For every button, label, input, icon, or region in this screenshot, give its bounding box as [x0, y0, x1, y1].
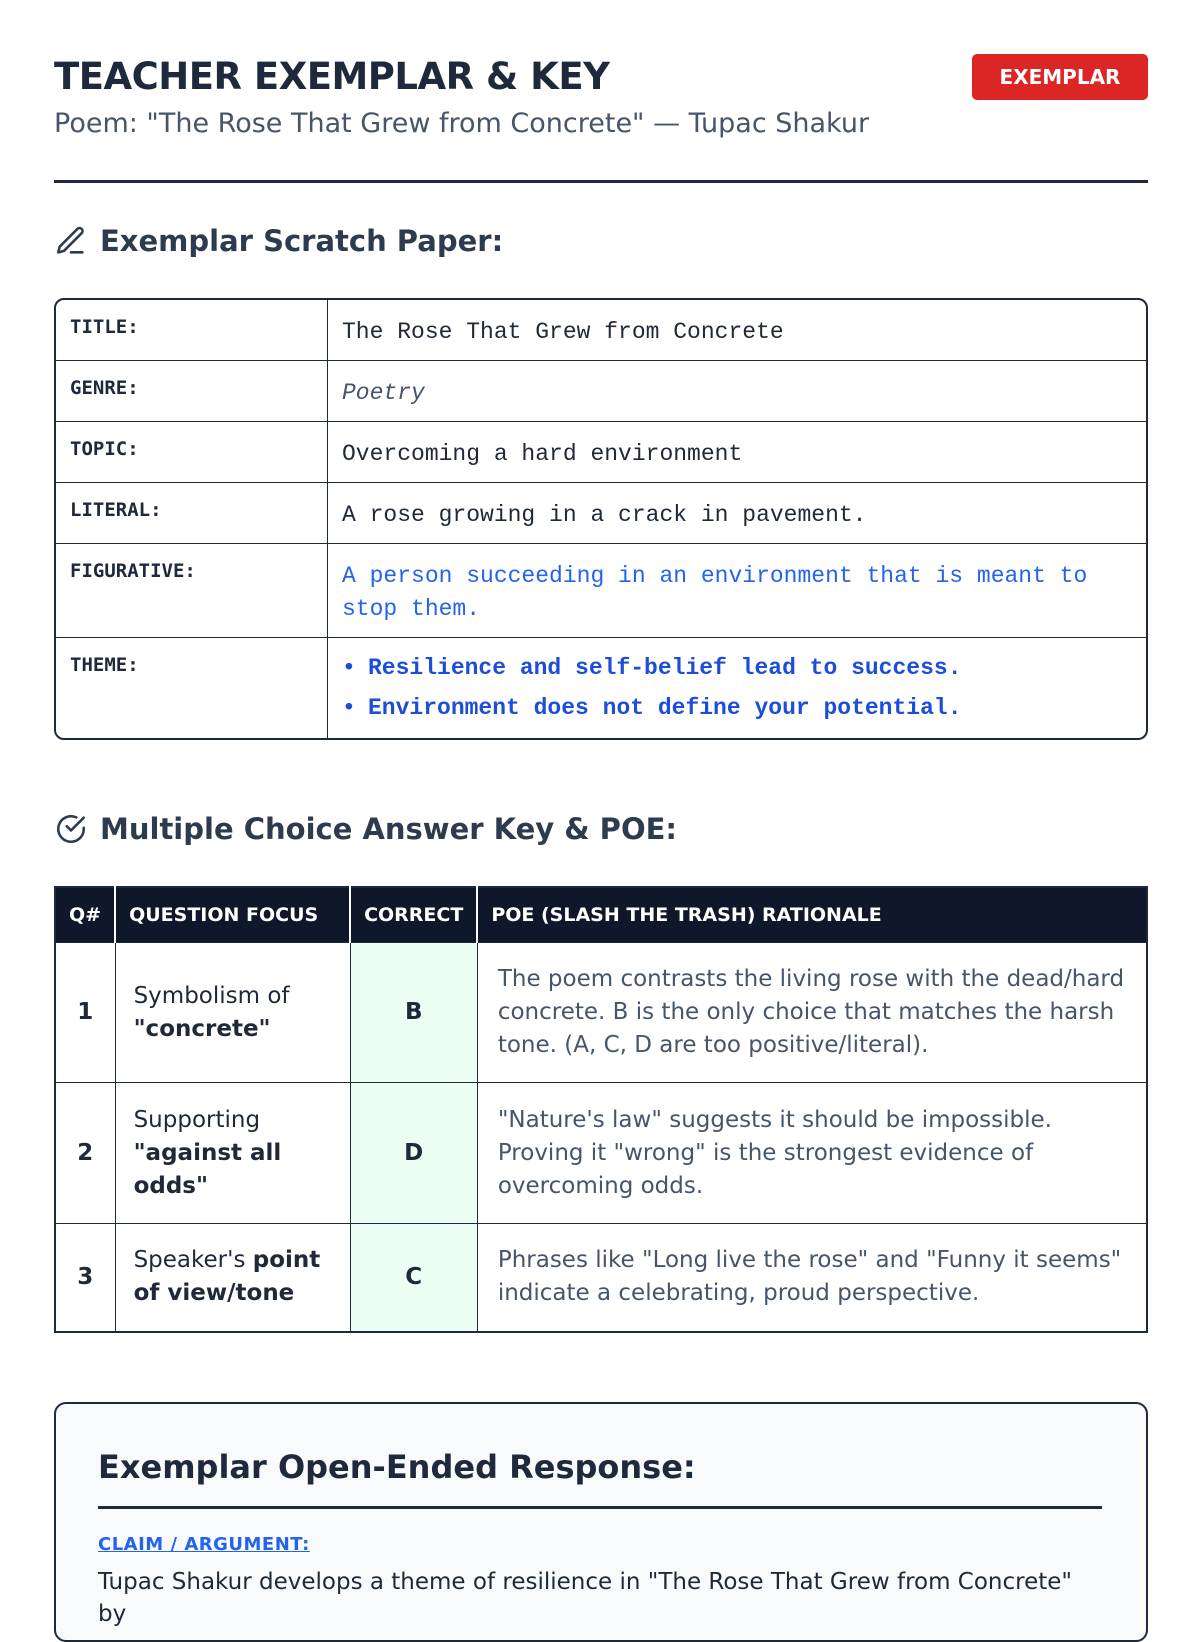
column-header: POE (SLASH THE TRASH) RATIONALE [477, 887, 1147, 943]
scratch-paper-heading-text: Exemplar Scratch Paper: [100, 224, 504, 258]
question-number: 3 [55, 1224, 115, 1332]
question-number: 1 [55, 943, 115, 1083]
scratch-row-topic [56, 421, 1146, 482]
theme-list [342, 648, 1132, 728]
scratch-label: TOPIC: [56, 422, 328, 482]
scratch-label: THEME: [56, 638, 328, 738]
column-header: CORRECT [350, 887, 477, 943]
table-row [55, 1224, 1147, 1332]
focus-text: Speaker's [133, 1247, 246, 1274]
open-ended-title: Exemplar Open-Ended Response: [98, 1448, 696, 1486]
open-ended-divider [98, 1506, 1102, 1509]
column-header: QUESTION FOCUS [115, 887, 350, 943]
pencil-icon [54, 224, 88, 258]
scratch-label: GENRE: [56, 361, 328, 421]
scratch-value [328, 638, 1146, 738]
open-ended-response-box [54, 1402, 1148, 1642]
claim-label: CLAIM / ARGUMENT: [98, 1534, 310, 1555]
scratch-label: TITLE: [56, 300, 328, 360]
poe-rationale: The poem contrasts the living rose with the dead/hard concrete. B is the only choice that matches the harsh tone. (A, C, D are too positive/literal). [477, 943, 1147, 1083]
answer-key-table [54, 886, 1148, 1333]
scratch-label: LITERAL: [56, 483, 328, 543]
scratch-row-title [56, 300, 1146, 360]
poe-rationale: "Nature's law" suggests it should be impossible. Proving it "wrong" is the strongest evidence of overcoming odds. [477, 1083, 1147, 1224]
claim-text: Tupac Shakur develops a theme of resilience in "The Rose That Grew from Concrete" by [98, 1569, 1073, 1627]
scratch-value: A rose growing in a crack in pavement. [342, 502, 867, 528]
check-circle-icon [54, 812, 88, 846]
focus-emphasis: "against all odds" [133, 1139, 282, 1199]
exemplar-badge: EXEMPLAR [972, 54, 1148, 100]
question-focus [115, 1083, 350, 1224]
header [54, 52, 1148, 142]
header-divider [54, 180, 1148, 183]
poe-rationale: Phrases like "Long live the rose" and "Funny it seems" indicate a celebrating, proud perspective. [477, 1224, 1147, 1332]
scratch-value: The Rose That Grew from Concrete [342, 319, 784, 345]
scratch-value: A person succeeding in an environment that is meant to stop them. [342, 563, 1088, 622]
focus-text: Supporting [133, 1106, 261, 1133]
correct-answer: D [350, 1083, 477, 1224]
focus-emphasis: "concrete" [133, 1015, 271, 1042]
mc-heading [54, 812, 677, 846]
theme-item: • Resilience and self-belief lead to success. [342, 648, 1132, 688]
scratch-paper-heading [54, 224, 503, 258]
scratch-label: FIGURATIVE: [56, 544, 328, 637]
table-header-row [55, 887, 1147, 943]
theme-item: • Environment does not define your potential. [342, 688, 1132, 728]
focus-text: Symbolism of [133, 982, 290, 1009]
mc-heading-text: Multiple Choice Answer Key & POE: [100, 812, 677, 846]
question-focus [115, 1224, 350, 1332]
page-title: TEACHER EXEMPLAR & KEY [54, 55, 610, 98]
question-number: 2 [55, 1083, 115, 1224]
focus-emphasis: point of view/tone [133, 1247, 321, 1307]
scratch-row-literal [56, 482, 1146, 543]
table-row [55, 1083, 1147, 1224]
scratch-paper-table [54, 298, 1148, 740]
column-header: Q# [55, 887, 115, 943]
correct-answer: B [350, 943, 477, 1083]
question-focus [115, 943, 350, 1083]
scratch-value: Overcoming a hard environment [342, 441, 743, 467]
scratch-row-figurative [56, 543, 1146, 637]
page-subtitle: Poem: "The Rose That Grew from Concrete" — Tupac Shakur [54, 108, 870, 139]
table-row [55, 943, 1147, 1083]
scratch-row-genre [56, 360, 1146, 421]
correct-answer: C [350, 1224, 477, 1332]
scratch-row-theme [56, 637, 1146, 738]
scratch-value: Poetry [342, 380, 425, 406]
